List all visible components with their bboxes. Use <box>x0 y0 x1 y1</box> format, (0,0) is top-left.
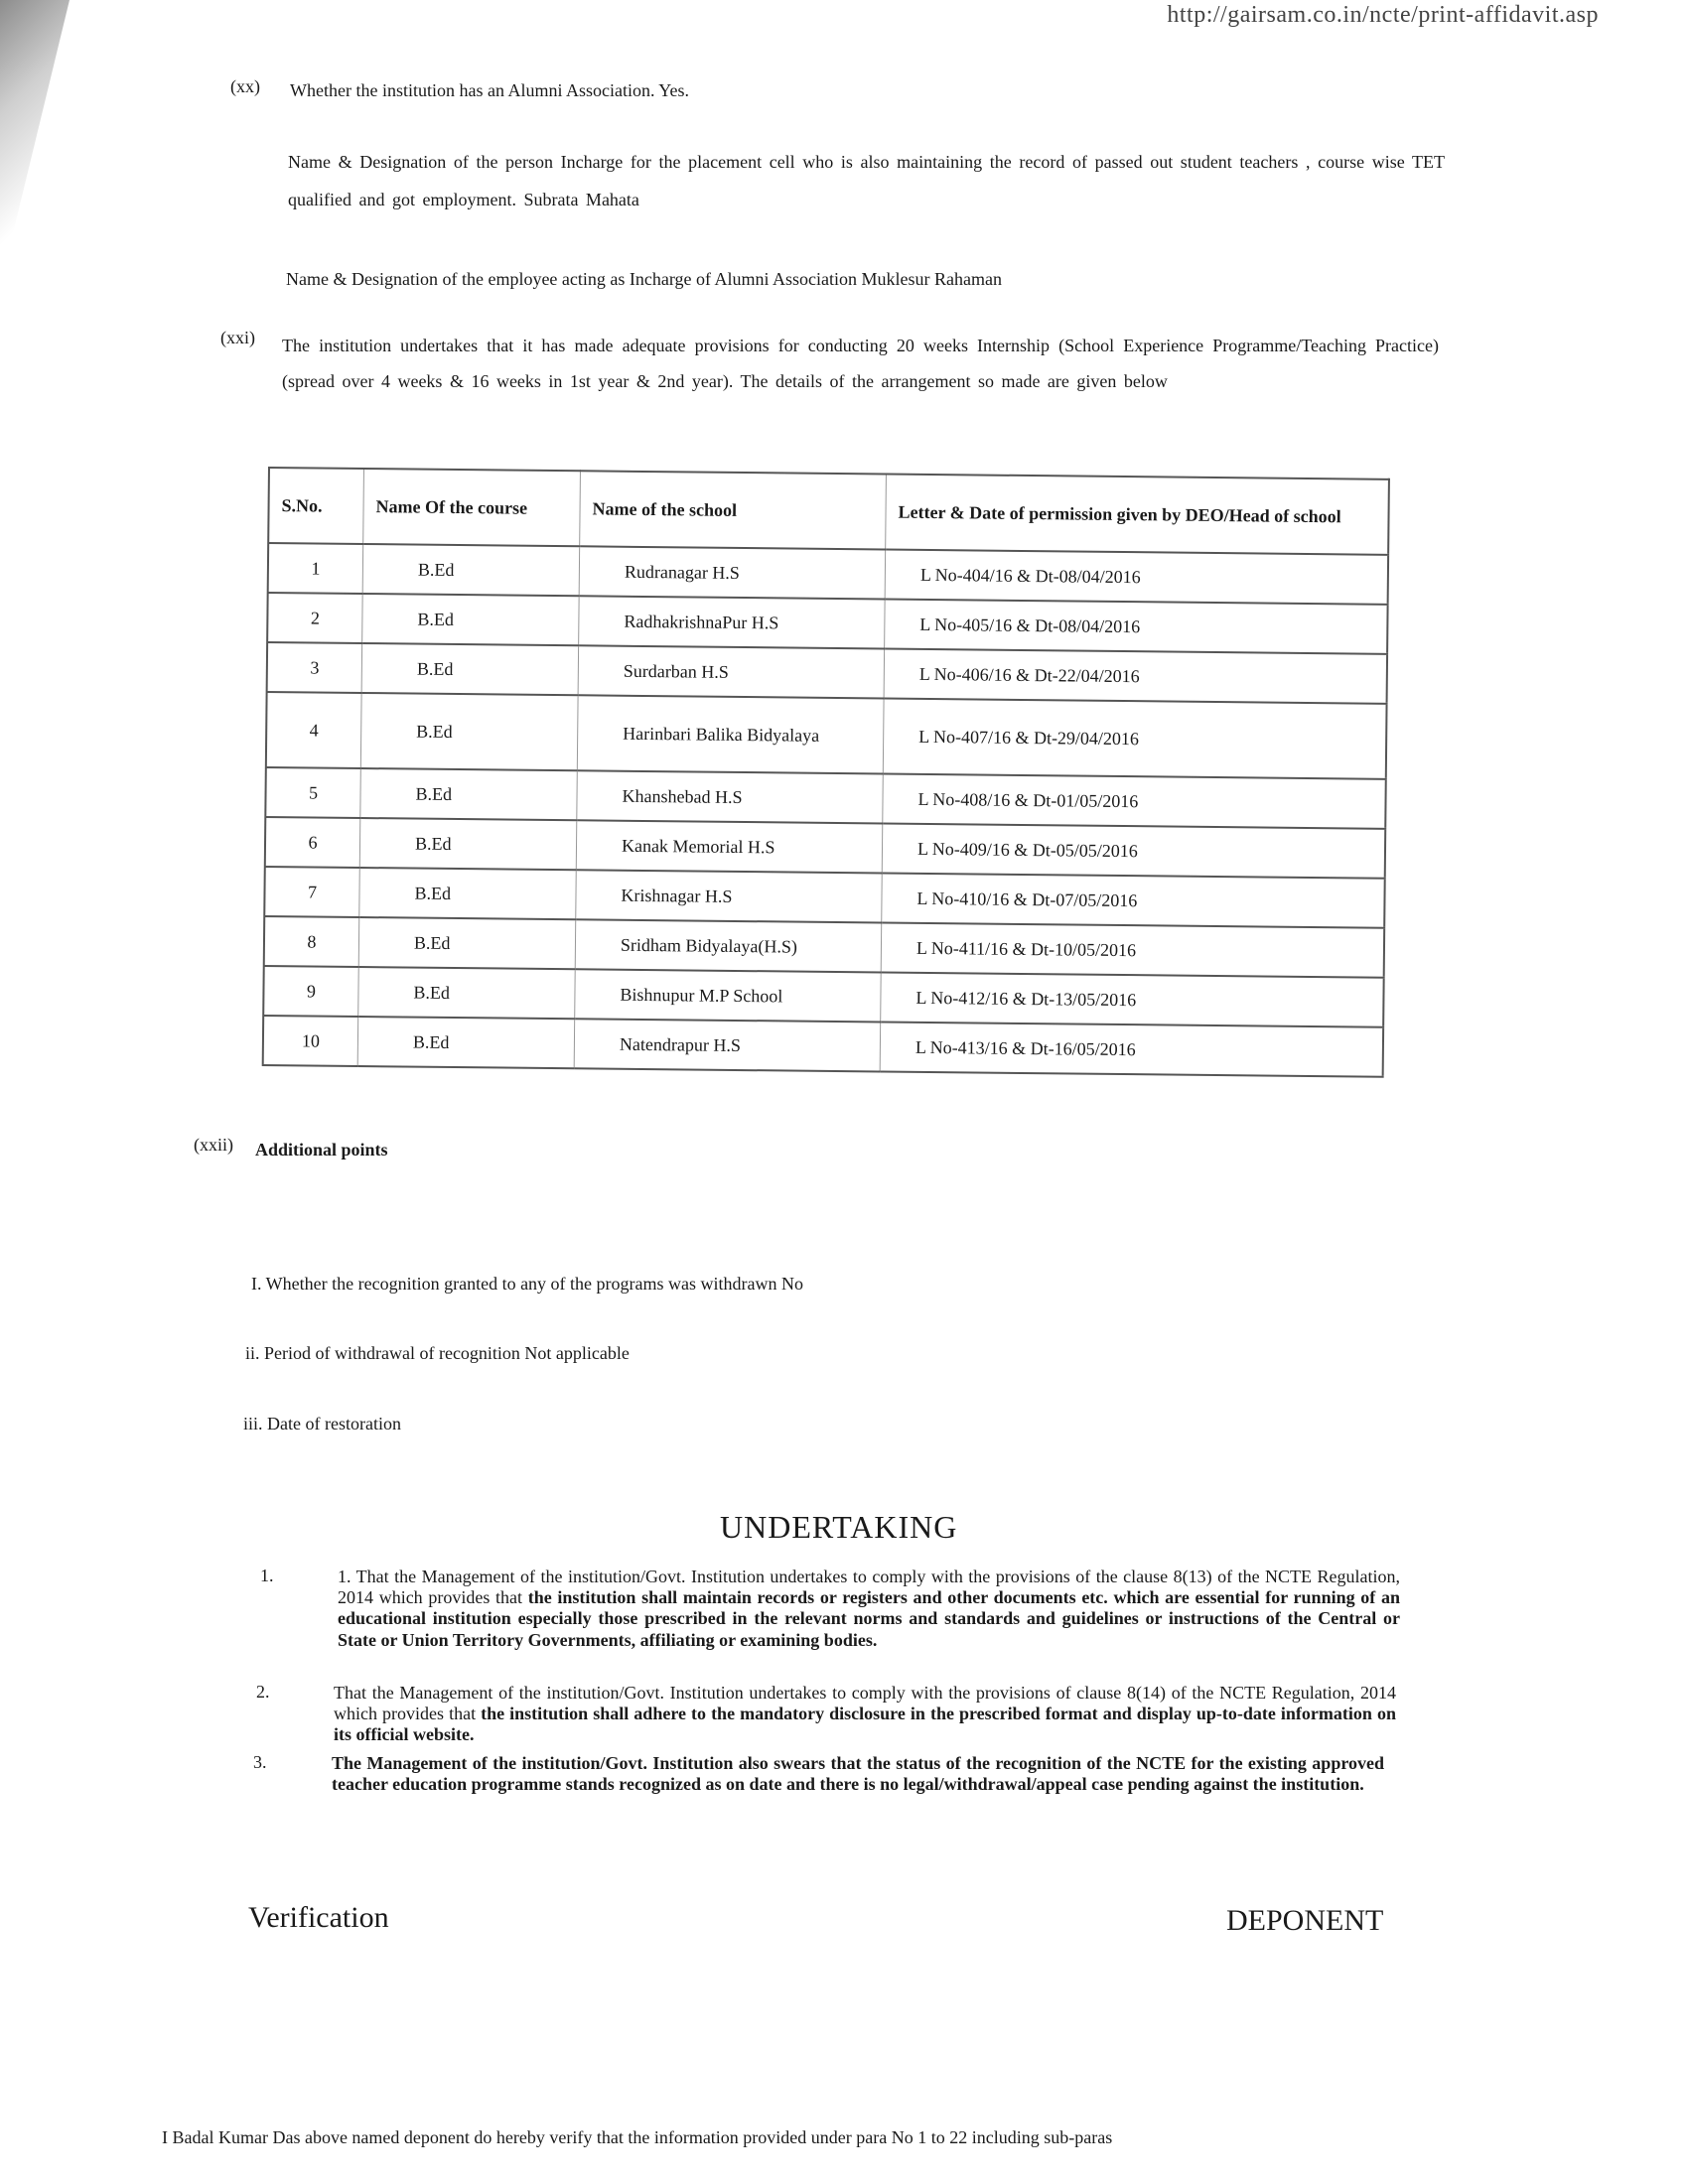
verification-heading: Verification <box>248 1901 389 1934</box>
undertaking-item-3 <box>332 1753 1384 1795</box>
undertaking-num-2: 2. <box>256 1682 270 1702</box>
cell-permission: L No-406/16 & Dt-22/04/2016 <box>884 649 1387 704</box>
undertaking-item-1 <box>338 1567 1400 1651</box>
cell-permission: L No-408/16 & Dt-01/05/2016 <box>883 774 1386 829</box>
withdrawn-item: I. Whether the recognition granted to any of the programs was withdrawn No <box>251 1274 804 1294</box>
undertaking-num-3: 3. <box>253 1752 267 1772</box>
cell-permission: L No-413/16 & Dt-16/05/2016 <box>880 1022 1383 1076</box>
cell-school: Sridham Bidyalaya(H.S) <box>575 919 882 972</box>
cell-school: Krishnagar H.S <box>576 870 883 922</box>
cell-sno: 8 <box>264 916 359 967</box>
cell-sno: 7 <box>264 867 359 917</box>
additional-points-title: Additional points <box>255 1140 388 1160</box>
page-url: http://gairsam.co.in/ncte/print-affidavit.asp <box>1167 2 1599 28</box>
internship-table <box>262 467 1390 1078</box>
cell-course: B.Ed <box>362 544 580 596</box>
cell-school: Harinbari Balika Bidyalaya <box>577 695 884 773</box>
undertaking-item-2-plain: That the Management of the institution/Govt. Institution undertakes to comply with the provisions of clause 8(14) of the NCTE Regulation, 2014 which provides that <box>334 1683 1396 1724</box>
cell-school: Bishnupur M.P School <box>575 969 882 1022</box>
undertaking-heading: UNDERTAKING <box>720 1509 958 1545</box>
cell-school: Surdarban H.S <box>578 645 885 698</box>
cell-sno: 3 <box>267 642 362 693</box>
cell-permission: L No-412/16 & Dt-13/05/2016 <box>881 972 1384 1026</box>
cell-sno: 9 <box>263 966 358 1017</box>
cell-permission: L No-410/16 & Dt-07/05/2016 <box>882 873 1385 927</box>
cell-school: RadhakrishnaPur H.S <box>579 596 886 648</box>
cell-school: Rudranagar H.S <box>579 546 886 599</box>
cell-course: B.Ed <box>360 768 578 820</box>
restoration-date-item: iii. Date of restoration <box>243 1414 401 1433</box>
header-sno: S.No. <box>268 468 363 544</box>
alumni-question: Whether the institution has an Alumni Association. Yes. <box>290 80 689 100</box>
cell-sno: 10 <box>263 1016 358 1066</box>
cell-course: B.Ed <box>362 594 580 645</box>
cell-course: B.Ed <box>358 967 576 1019</box>
header-course: Name Of the course <box>363 469 581 546</box>
cell-sno: 5 <box>265 767 360 818</box>
header-school: Name of the school <box>580 471 887 549</box>
internship-text: The institution undertakes that it has made adequate provisions for conducting 20 weeks Internship (School Experience Programme/Teaching Practice) (spread over 4 weeks & 16 weeks in 1st year & 2nd year). The details of the arrangement so made are given below <box>282 336 1439 391</box>
deponent-heading: DEPONENT <box>1226 1904 1384 1937</box>
table-row <box>263 1016 1383 1077</box>
table-header-row <box>268 468 1389 555</box>
withdrawal-period-item: ii. Period of withdrawal of recognition Not applicable <box>245 1343 630 1363</box>
scan-shadow <box>0 0 70 258</box>
section-xxi-label: (xxi) <box>220 328 255 347</box>
undertaking-num-1: 1. <box>260 1566 274 1585</box>
cell-sno: 6 <box>265 817 360 868</box>
undertaking-item-1-bold: the institution shall maintain records or registers and other documents etc. which are essential for running of an educational institution especially those prescribed in the relevant norms and standards and guidelines or instructions of the Central or State or Union Territory Governments, affiliating or examining bodies. <box>338 1587 1400 1650</box>
cell-school: Khanshebad H.S <box>577 770 884 823</box>
placement-incharge: Name & Designation of the person Incharge for the placement cell who is also maintaining the record of passed out student teachers , course wise TET qualified and got employment. Subrata Mahata <box>288 152 1445 209</box>
alumni-incharge: Name & Designation of the employee acting as Incharge of Alumni Association Muklesur Rahaman <box>286 269 1002 289</box>
cell-course: B.Ed <box>361 643 579 695</box>
cell-sno: 2 <box>267 593 362 643</box>
cell-school: Natendrapur H.S <box>574 1019 881 1071</box>
cell-course: B.Ed <box>359 868 577 919</box>
cell-permission: L No-405/16 & Dt-08/04/2016 <box>885 600 1388 654</box>
section-xx-label: (xx) <box>230 76 260 96</box>
cell-permission: L No-411/16 & Dt-10/05/2016 <box>881 922 1384 977</box>
verification-statement: I Badal Kumar Das above named deponent do hereby verify that the information provided under para No 1 to 22 including sub-paras <box>162 2127 1113 2147</box>
table-row <box>266 692 1387 779</box>
cell-school: Kanak Memorial H.S <box>576 820 883 873</box>
undertaking-item-2-bold: the institution shall adhere to the mandatory disclosure in the prescribed format and display up-to-date information on its official website. <box>334 1704 1396 1745</box>
cell-permission: L No-404/16 & Dt-08/04/2016 <box>885 550 1388 605</box>
cell-course: B.Ed <box>360 693 578 770</box>
undertaking-item-1-plain: 1. That the Management of the institution/Govt. Institution undertakes to comply with the provisions of the clause 8(13) of the NCTE Regulation, 2014 which provides that <box>338 1567 1400 1608</box>
undertaking-item-3-bold: The Management of the institution/Govt. Institution also swears that the status of the recognition of the NCTE for the existing approved teacher education programme stands recognized as on date and there is no legal/withdrawal/appeal case pending against the institution. <box>332 1753 1384 1795</box>
cell-course: B.Ed <box>358 917 576 969</box>
cell-sno: 4 <box>266 692 361 768</box>
cell-course: B.Ed <box>357 1017 575 1068</box>
cell-permission: L No-407/16 & Dt-29/04/2016 <box>883 699 1386 779</box>
header-permission: Letter & Date of permission given by DEO/Head of school <box>886 475 1389 555</box>
section-xxii-label: (xxii) <box>194 1135 233 1155</box>
undertaking-item-2 <box>334 1683 1396 1746</box>
cell-permission: L No-409/16 & Dt-05/05/2016 <box>882 823 1385 878</box>
cell-sno: 1 <box>268 543 363 594</box>
cell-course: B.Ed <box>359 818 577 870</box>
